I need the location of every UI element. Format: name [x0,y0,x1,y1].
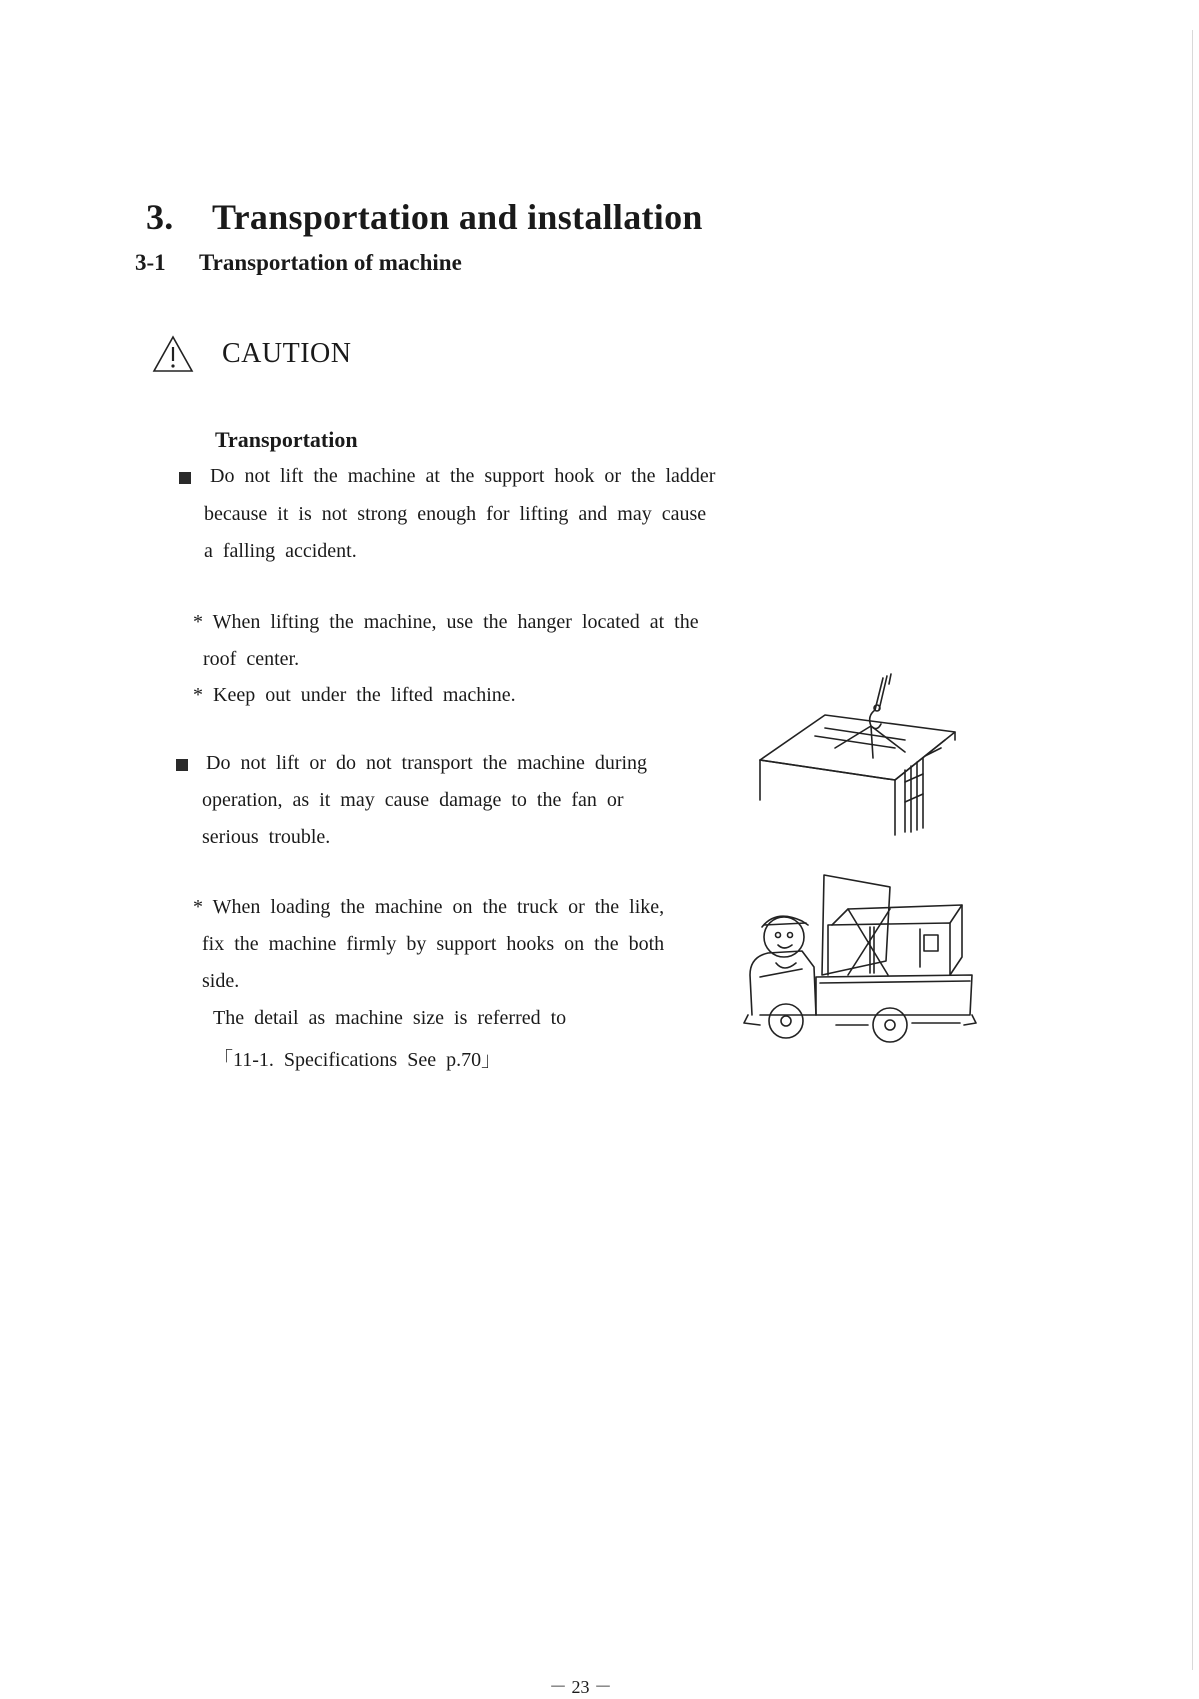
note-line: * When loading the machine on the truck or the like, [193,896,665,918]
subsection-heading [135,250,462,276]
note-line: fix the machine firmly by support hooks on the both [202,933,665,955]
warning-triangle-icon [152,335,194,373]
crane-lift-illustration [755,670,965,845]
subsection-title: Transportation of machine [199,250,462,275]
note-line: * Keep out under the lifted machine. [193,684,516,706]
block1-line: Do not lift the machine at the support hook or the ladder [210,465,716,487]
block1-line: because it is not strong enough for lifting and may cause [204,503,707,525]
section-heading [146,196,703,238]
caution-banner [152,334,352,374]
page-number: － 23 － [549,1677,612,1697]
truck-transport-illustration [740,865,985,1050]
block2-line: serious trouble. [202,826,331,848]
reference-line: 「11-1. Specifications See p.70」 [213,1049,502,1071]
block2-line: Do not lift or do not transport the machine during [206,752,648,774]
subsection-number: 3-1 [135,250,166,275]
note-line: side. [202,970,240,992]
block1-line: a falling accident. [204,540,357,562]
caution-label: CAUTION [222,338,352,369]
section-title: Transportation and installation [212,197,703,237]
transportation-subhead: Transportation [215,427,358,452]
page-edge [1192,30,1193,1670]
square-bullet-icon [179,472,191,484]
section-number: 3. [146,197,174,237]
note-line: * When lifting the machine, use the hanger located at the [193,611,699,633]
square-bullet-icon [176,759,188,771]
block2-line: operation, as it may cause damage to the fan or [202,789,624,811]
note-line: The detail as machine size is referred to [213,1007,567,1029]
note-line: roof center. [203,648,300,670]
